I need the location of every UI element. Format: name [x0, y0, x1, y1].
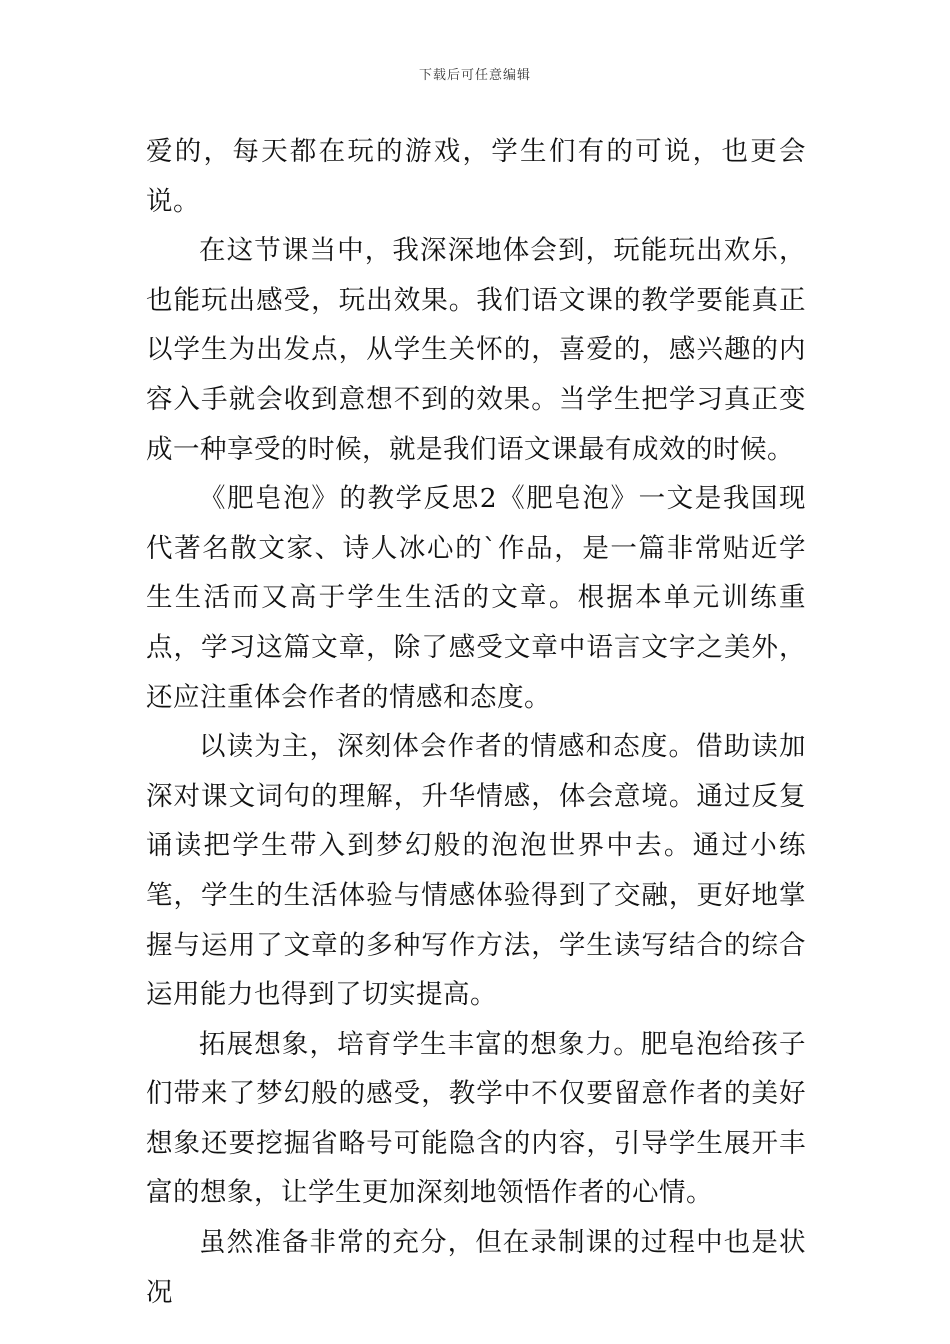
document-body	[146, 127, 806, 1317]
page-header: 下载后可任意编辑	[418, 68, 531, 83]
paragraph: 爱的，每天都在玩的游戏，学生们有的可说，也更会说。	[146, 136, 806, 217]
paragraph: 在这节课当中，我深深地体会到，玩能玩出欢乐，也能玩出感受，玩出效果。我们语文课的教学要能真正以学生为出发点，从学生关怀的，喜爱的，感兴趣的内容入手就会收到意想不到的效果。当学生把学习真正变成一种享受的时候，就是我们语文课最有成效的时候。	[146, 235, 806, 465]
paragraph: 虽然准备非常的充分，但在录制课的过程中也是状况	[146, 1227, 806, 1308]
paragraph: 以读为主，深刻体会作者的情感和态度。借助读加深对课文词句的理解，升华情感，体会意境。通过反复诵读把学生带入到梦幻般的泡泡世界中去。通过小练笔，学生的生活体验与情感体验得到了交融，更好地掌握与运用了文章的多种写作方法，学生读写结合的综合运用能力也得到了切实提高。	[146, 731, 806, 1011]
paragraph: 拓展想象，培育学生丰富的想象力。肥皂泡给孩子们带来了梦幻般的感受，教学中不仅要留意作者的美好想象还要挖掘省略号可能隐含的内容，引导学生展开丰富的想象，让学生更加深刻地领悟作者的心情。	[146, 1028, 806, 1209]
paragraph: 《肥皂泡》的教学反思2《肥皂泡》一文是我国现代著名散文家、诗人冰心的`作品，是一篇非常贴近学生生活而又高于学生生活的文章。根据本单元训练重点，学习这篇文章，除了感受文章中语言文字之美外，还应注重体会作者的情感和态度。	[146, 483, 806, 713]
